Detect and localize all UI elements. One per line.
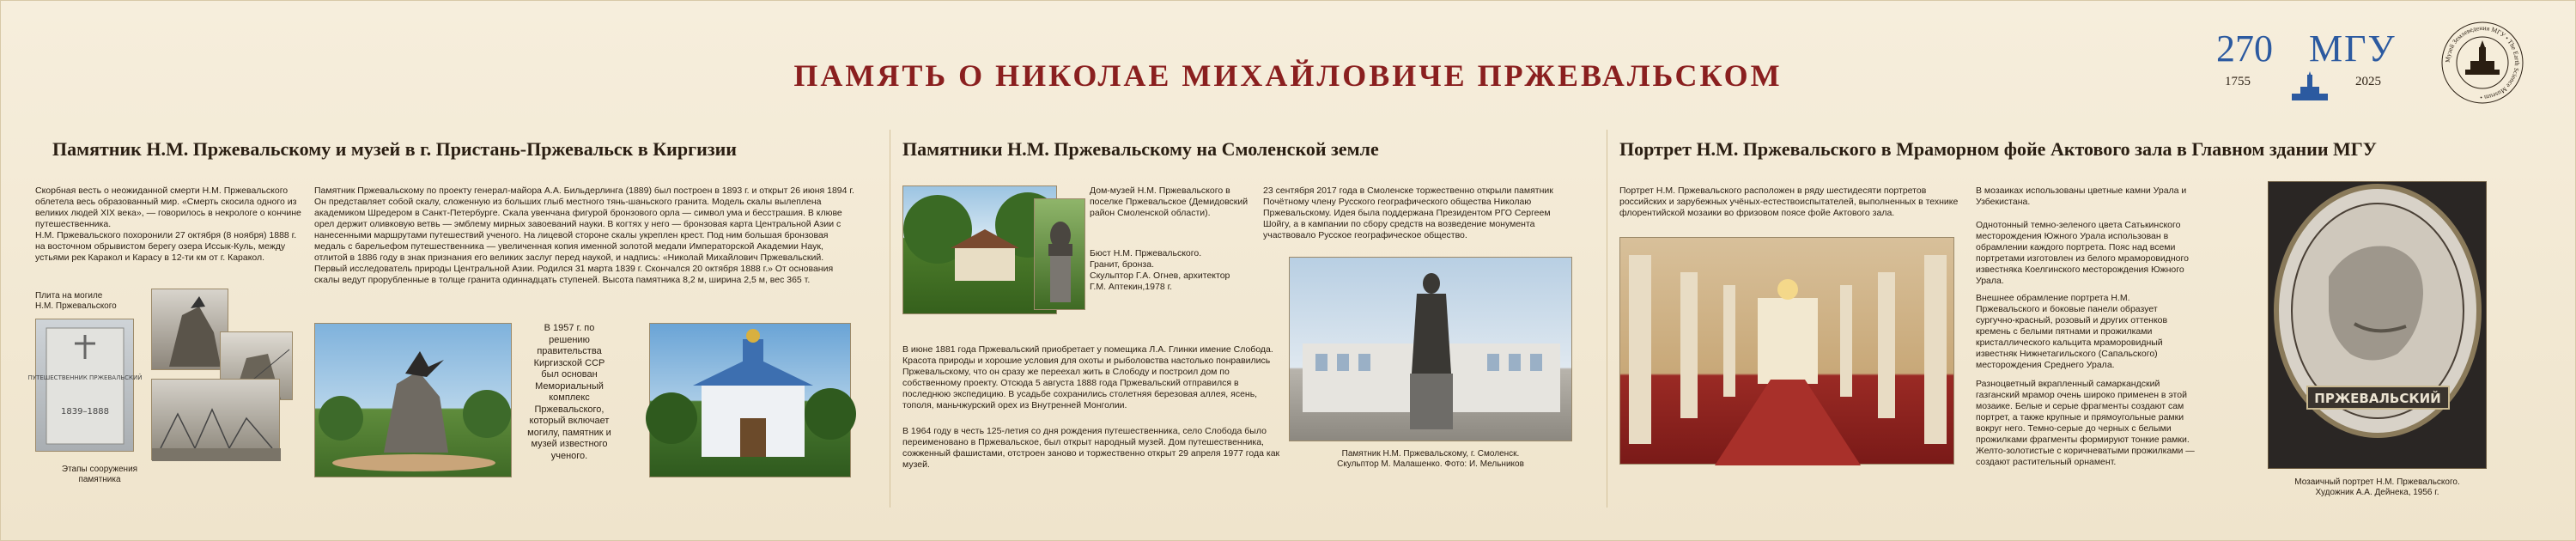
history-text-2: В 1964 году в честь 125-летия со дня рождения путешественника, село Слобода было переименовано в Пржевальское, был открыт народный музей. Дом путешественника, сожженный фашистами, отстроен заново и торжественно открыт 29 апреля 1977 года как музей. [902,426,1280,470]
eagle-monument-photo [314,323,512,477]
museum-text: В 1957 г. по решению правительства Киргизской ССР был основан Мемориальный комплекс Пржевальского, который включает могилу, памятник и музей известного ученого. [527,323,611,461]
smolensk-monument-image [1290,258,1573,442]
bust-image [1035,199,1086,311]
section3-text-right-2: Однотонный темно-зеленого цвета Сатькинского месторождения Южного Урала использован в обрамлении каждого портрета. Пояс над всеми портретами изготовлен из белого мраморовидного известняка Коелгинского месторождения Южного Урала. [1976,220,2189,286]
section3-text-left: Портрет Н.М. Пржевальского расположен в ряду шестидесяти портретов российских и зарубежных учёных-естествоиспытателей, выполненных в технике флорентийской мозаики во фризовом поясе фойе Актового зала. [1619,185,1959,218]
construction-photo-3 [151,379,280,460]
construction-photo-1 [151,289,228,370]
bust-text: Бюст Н.М. Пржевальского. Гранит, бронза. Скульптор Г.А. Огнев, архитектор Г.М. Аптекин,1978 г. [1090,248,1230,292]
mosaic-portrait-image [2269,182,2488,470]
logo-name: МГУ [2309,27,2397,70]
msu-270-logo [2216,27,2431,95]
logo-number: 270 [2216,27,2273,70]
page-title: ПАМЯТЬ О НИКОЛАЕ МИХАЙЛОВИЧЕ ПРЖЕВАЛЬСКОМ [793,58,1783,93]
section3-text-right-3: Внешнее обрамление портрета Н.М. Пржевальского и боковые панели образует сургучно-красный, розовый и других оттенков кремень с белыми пятнами и прожилками кристаллического кальцита мраморовидный известняк Нижнетагильского (Сапальского) месторождения Среднего Урала. [1976,293,2168,370]
section3-text-right-4: Разноцветный вкрапленный самаркандский газганский мрамор очень широко применен в этой мозаике. Белые и серые фрагменты создают сам портрет, а также крупные и прямоугольные рамки вокруг него. Темно-серые до черных с белыми прожилками фрагменты формируют тонкие рамки. Желто-золотистые с коричневатыми прожилками — создают растительный орнамент. [1976,379,2195,467]
plate-caption: Плита на могиле Н.М. Пржевальского [35,291,117,311]
museum-building-image [650,324,852,478]
house-museum-text: Дом-музей Н.М. Пржевальского в поселке Пржевальское (Демидовский район Смоленской области). [1090,185,1249,218]
construction-site-sketch [152,380,281,461]
eagle-monument-image [315,324,513,478]
section3-heading: Портрет Н.М. Пржевальского в Мраморном фойе Актового зала в Главном здании МГУ [1619,138,2377,160]
history-text-1: В июне 1881 года Пржевальский приобретает у помещика Л.А. Глинки имение Слобода. Красота природы и хорошие условия для охоты и рыболовства настолько понравились Пржевальскому, что он сразу же переехал жить в Слободу и построил дом по собственному проекту. Отсюда 5 августа 1888 года Пржевальский отправился в последнюю экспедицию. В усадьбе сохранились столетняя березовая аллея, ясень, тополя, маньчжурский орех из Внутренней Монголии. [902,344,1273,410]
grave-plate-image [27,319,143,453]
monument-text: 23 сентября 2017 года в Смоленске торжественно открыли памятник Почётному члену Русского географического общества Николаю Пржевальскому. Идея была поддержана Президентом РГО Сергеем Шойгу, а в кампании по сбору средств на возведение монумента участвовало Русское географическое общество. [1263,185,1553,240]
seal-text: Музей Землеведения МГУ • The Earth Science Museum • [2443,23,2522,102]
section2-heading: Памятники Н.М. Пржевальскому на Смоленской земле [902,138,1379,160]
grave-plate-photo [27,319,143,452]
logo-year-end: 2025 [2355,75,2381,88]
section1-heading: Памятник Н.М. Пржевальскому и музей в г. Пристань-Пржевальск в Киргизии [52,138,737,160]
earth-science-museum-seal [2439,20,2525,106]
smolensk-monument-photo [1289,257,1572,441]
mosaic-label: ПРЖЕВАЛЬСКИЙ [2314,391,2441,406]
plate-inscription: ПУТЕШЕСТВЕННИК ПРЖЕВАЛЬСКИЙ [27,374,143,381]
mosaic-portrait-photo [2268,181,2487,469]
logo-year-start: 1755 [2225,75,2251,88]
section3-text-right-1: В мозаиках использованы цветные камни Урала и Узбекистана. [1976,185,2187,207]
section1-text-right: Памятник Пржевальскому по проекту генерал-майора А.А. Бильдерлинга (1889) был построен в 1893 г. и открыт 26 июня 1894 г. Он представляет собой скалу, сложенную из больших глыб местного тянь-шаньского гранита. Модель скалы вылеплена академиком Шредером в Санкт-Петербурге. Скала увенчана фигурой бронзового орла — символ ума и бесстрашия. В клюве орел держит оливковую ветвь — эмблему мирных завоеваний науки. В когтях у него — бронзовая карта Центральной Азии с нанесенными маршрутами путешествий ученого. На лицевой стороне скалы укреплен крест. Под ним большая бронзовая медаль с барельефом путешественника — увеличенная копия именной золотой медали Императорской Академии Наук, отлитой в 1886 году в знак признания его великих заслуг перед наукой, и надпись: «Николай Михайлович Пржевальский. Первый исследователь природы Центральной Азии. Родился 31 марта 1839 г. Скончался 20 октября 1888 г.» От основания скалы ведут прорубленные в толще гранита одиннадцать ступеней. Высота памятника 8,2 м, ширина 2,5 м, вес 365 т. [314,185,854,285]
bust-photo [1034,198,1085,310]
plate-years: 1839–1888 [61,407,109,416]
section1-text-left: Скорбная весть о неожиданной смерти Н.М. Пржевальского облетела весь образованный мир. «Смерть скосила одного из великих людей XIX века», — говорилось в некрологе о кончине путешественника. Н.М. Пржевальского похоронили 27 октября (8 ноября) 1888 г. на восточном обрывистом берегу озера Иссык-Куль, между устьями рек Каракол и Карасу в 12-ти км от г. Каракол. [35,185,301,263]
rock-monument-sketch [152,289,229,371]
stages-caption: Этапы сооружения памятника [61,465,138,484]
msu-tower-icon [2290,71,2330,106]
monument-caption: Памятник Н.М. Пржевальскому, г. Смоленск. Скульптор М. Малашенко. Фото: И. Мельников [1337,449,1524,469]
mosaic-caption: Мозаичный портрет Н.М. Пржевальского. Художник А.А. Дейнека, 1956 г. [2294,477,2460,497]
marble-foyer-photo [1619,237,1954,465]
museum-building-photo [649,323,851,477]
marble-foyer-image [1620,238,1955,465]
